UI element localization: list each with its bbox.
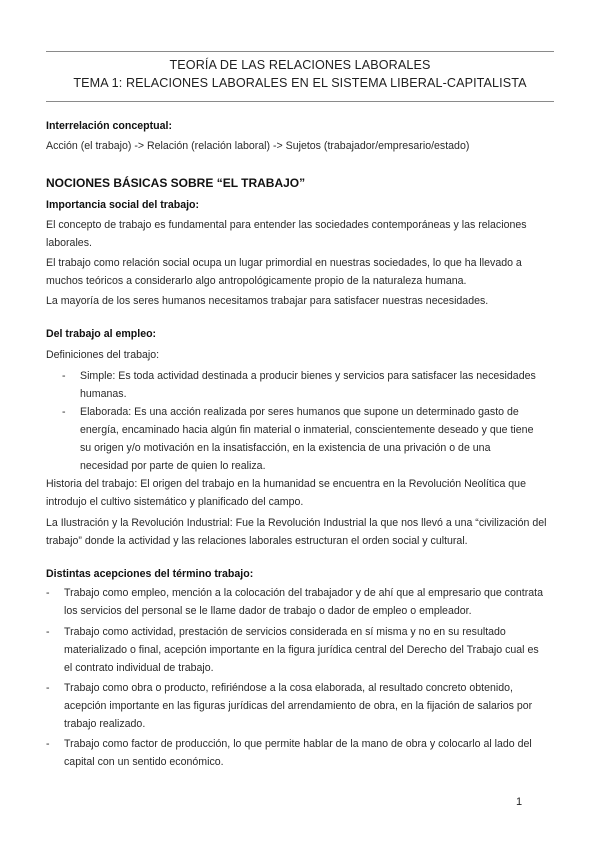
importancia-paragraph-1: El concepto de trabajo es fundamental para entender las sociedades contemporáneas y las relaciones laborales. — [46, 219, 527, 249]
nociones-heading: NOCIONES BÁSICAS SOBRE “EL TRABAJO” — [46, 176, 306, 190]
acepcion-actividad: Trabajo como actividad, prestación de servicios considerada en sí misma y no en su resultado materializado o final, acepción importante en la figura jurídica central del Derecho del Trabajo cual es el contrato individual de trabajo. — [64, 626, 539, 674]
acepcion-obra: Trabajo como obra o producto, refiriéndose a la cosa elaborada, al resultado concreto obtenido, acepción importante en las figuras jurídicas del arrendamiento de obra, en la fijación de salarios por trabajo realizado. — [64, 682, 533, 730]
interrelacion-title: Interrelación conceptual: — [46, 120, 172, 132]
importancia-title: Importancia social del trabajo: — [46, 199, 200, 211]
header-top-rule — [46, 51, 554, 52]
empleo-title: Del trabajo al empleo: — [46, 328, 157, 340]
topic-title: TEMA 1: RELACIONES LABORALES EN EL SISTEMA LIBERAL-CAPITALISTA — [73, 76, 527, 90]
acepcion-empleo: Trabajo como empleo, mención a la colocación del trabajador y de ahí que al empresario que contrata los servicios del personal se le llame dador de trabajo o dador de empleo o empleador. — [64, 587, 543, 617]
bullet-mark: - — [62, 406, 66, 418]
header-bottom-rule — [46, 101, 554, 102]
bullet-mark: - — [46, 587, 50, 599]
definicion-simple: Simple: Es toda actividad destinada a producir bienes y servicios para satisfacer las necesidades humanas. — [80, 370, 536, 400]
bullet-mark: - — [46, 738, 50, 750]
acepciones-title: Distintas acepciones del término trabajo: — [46, 568, 254, 580]
bullet-mark: - — [46, 626, 50, 638]
acepcion-factor: Trabajo como factor de producción, lo que permite hablar de la mano de obra y colocarlo al lado del capital con un sentido económico. — [64, 738, 532, 768]
definiciones-label: Definiciones del trabajo: — [46, 349, 160, 361]
historia-paragraph: Historia del trabajo: El origen del trabajo en la humanidad se encuentra en la Revolución Neolítica que introdujo el cultivo sistemático y planificado del campo. — [46, 478, 526, 508]
bullet-mark: - — [46, 682, 50, 694]
importancia-paragraph-2: El trabajo como relación social ocupa un lugar primordial en nuestras sociedades, lo que ha llevado a muchos teóricos a considerarlo algo antropológicamente propio de la naturaleza humana. — [46, 257, 522, 287]
importancia-paragraph-3: La mayoría de los seres humanos necesitamos trabajar para satisfacer nuestras necesidades. — [46, 295, 489, 307]
interrelacion-text: Acción (el trabajo) -> Relación (relación laboral) -> Sujetos (trabajador/empresario/estado) — [46, 140, 470, 152]
definicion-elaborada: Elaborada: Es una acción realizada por seres humanos que supone un determinado gasto de energía, encaminado hacia algún fin material o inmaterial, conscientemente deseado y que tiene su origen y/o motivación en la insatisfacción, en la existencia de una privación o de una necesidad por parte de quien lo realiza. — [80, 406, 534, 472]
course-title: TEORÍA DE LAS RELACIONES LABORALES — [169, 58, 431, 72]
bullet-mark: - — [62, 370, 66, 382]
page-number: 1 — [516, 796, 523, 808]
ilustracion-paragraph: La Ilustración y la Revolución Industrial: Fue la Revolución Industrial la que nos llevó a una “civilización del trabajo” donde la actividad y las relaciones laborales estructuran el orden social y cultural. — [46, 517, 547, 547]
